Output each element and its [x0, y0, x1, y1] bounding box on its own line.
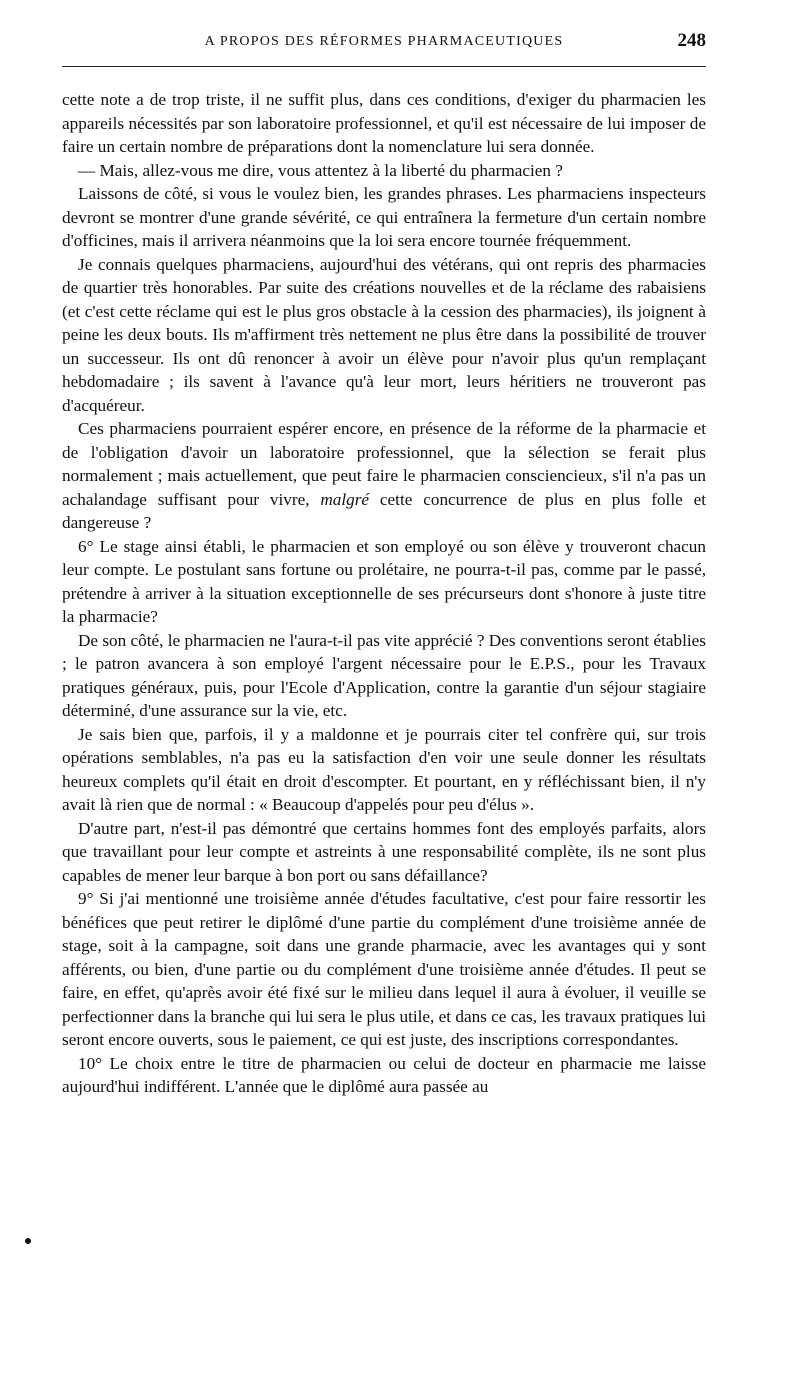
- running-header: [62, 30, 706, 56]
- paragraph-text: cette concurrence de plus en plus folle et dangereuse ?: [62, 489, 706, 532]
- paragraph: 6° Le stage ainsi établi, le pharmacien et son employé ou son élève y trouveront chacun leur compte. Le postulant sans fortune ou prolétaire, ne pourra-t-il pas, comme par le passé, prétendre à arriver à la situation exceptionnelle de ses précurseurs dont s'honore à juste titre la pharmacie?: [62, 536, 706, 626]
- paragraph: Laissons de côté, si vous le voulez bien, les grandes phrases. Les pharmaciens inspecteurs devront se montrer d'une grande sévérité, ce qui entraînera la fermeture d'un certain nombre d'officines, mais il arrivera néanmoins que la loi sera encore tournée fréquemment.: [62, 184, 706, 250]
- running-title: A PROPOS DES RÉFORMES PHARMACEUTIQUES: [204, 34, 564, 49]
- paragraph: D'autre part, n'est-il pas démontré que certains hommes font des employés parfaits, alors que travaillant pour leur compte et astreints à une responsabilité complète, ils ne sont plus capables de mener leur barque à bon port ou sans défaillance?: [62, 818, 706, 885]
- paragraph: cette note a de trop triste, il ne suffit plus, dans ces conditions, d'exiger du pharmacien les appareils nécessités par son laboratoire professionnel, et qu'il est nécessaire de lui imposer de faire un certain nombre de préparations dont la nomenclature lui sera donnée.: [62, 90, 706, 156]
- paragraph: — Mais, allez-vous me dire, vous attentez à la liberté du pharmacien ?: [78, 160, 563, 180]
- paragraph: [62, 417, 706, 535]
- emphasis: malgré: [320, 489, 370, 509]
- paragraph: 9° Si j'ai mentionné une troisième année d'études facultative, c'est pour faire ressortir les bénéfices que peut retirer le diplômé d'une partie du complément d'une troisième année de stage, soit à la campagne, soit dans une grande pharmacie, avec les avantages qui y sont afférents, ou bien, d'une partie ou du complément d'une troisième année d'études. Il peut se faire, en effet, qu'après avoir été fixé sur le milieu dans lequel il aura à évoluer, il veuille se perfectionner dans la branche qui lui sera le plus utile, et dans ce cas, les travaux pratiques lui seront encore ouverts, sous le paiement, ce qui est juste, des inscriptions correspondantes.: [62, 889, 706, 1049]
- margin-dot: [25, 1238, 31, 1244]
- paragraph-text: Ces pharmaciens pourraient espérer encore, en présence de la réforme de la pharmacie et de l'obligation d'avoir un laboratoire professionnel, que la sélection se ferait plus normalement ; mais actuellement, que peut faire le pharmacien consciencieux, s'il n'a pas un achalandage suffisant pour vivre,: [62, 419, 706, 509]
- header-rule: [62, 66, 706, 67]
- paragraph: Je sais bien que, parfois, il y a maldonne et je pourrais citer tel confrère qui, sur trois opérations semblables, n'a pas eu la satisfaction d'en voir une seule donner les résultats heureux complets qu'il était en droit d'escompter. Et pourtant, en y réfléchissant bien, il n'y avait là rien que de normal : « Beaucoup d'appelés pour peu d'élus ».: [62, 724, 706, 814]
- paragraph: 10° Le choix entre le titre de pharmacien ou celui de docteur en pharmacie me laisse aujourd'hui indifférent. L'année que le diplômé aura passée au: [62, 1053, 706, 1096]
- paragraph: De son côté, le pharmacien ne l'aura-t-il pas vite apprécié ? Des conventions seront établies ; le patron avancera à son employé l'argent nécessaire pour le E.P.S., pour les Travaux pratiques généraux, puis, pour l'Ecole d'Application, contre la garantie d'un séjour stagiaire déterminé, d'une assurance sur la vie, etc.: [62, 630, 706, 720]
- page-number: 248: [677, 30, 706, 51]
- paragraph: Je connais quelques pharmaciens, aujourd'hui des vétérans, qui ont repris des pharmacies de quartier très honorables. Par suite des créations nouvelles et de la réclame des rabaisiens (et c'est cette réclame qui est le plus gros obstacle à la cession des pharmacies), ils joignent à peine les deux bouts. Ils m'affirment très nettement ne plus être dans la possibilité de trouver un successeur. Ils ont dû renoncer à avoir un élève pour n'avoir plus qu'un remplaçant hebdomadaire ; ils savent à l'avance qu'à leur mort, leurs héritiers ne trouveront pas d'acquéreur.: [62, 254, 706, 415]
- body-text: [62, 88, 706, 1099]
